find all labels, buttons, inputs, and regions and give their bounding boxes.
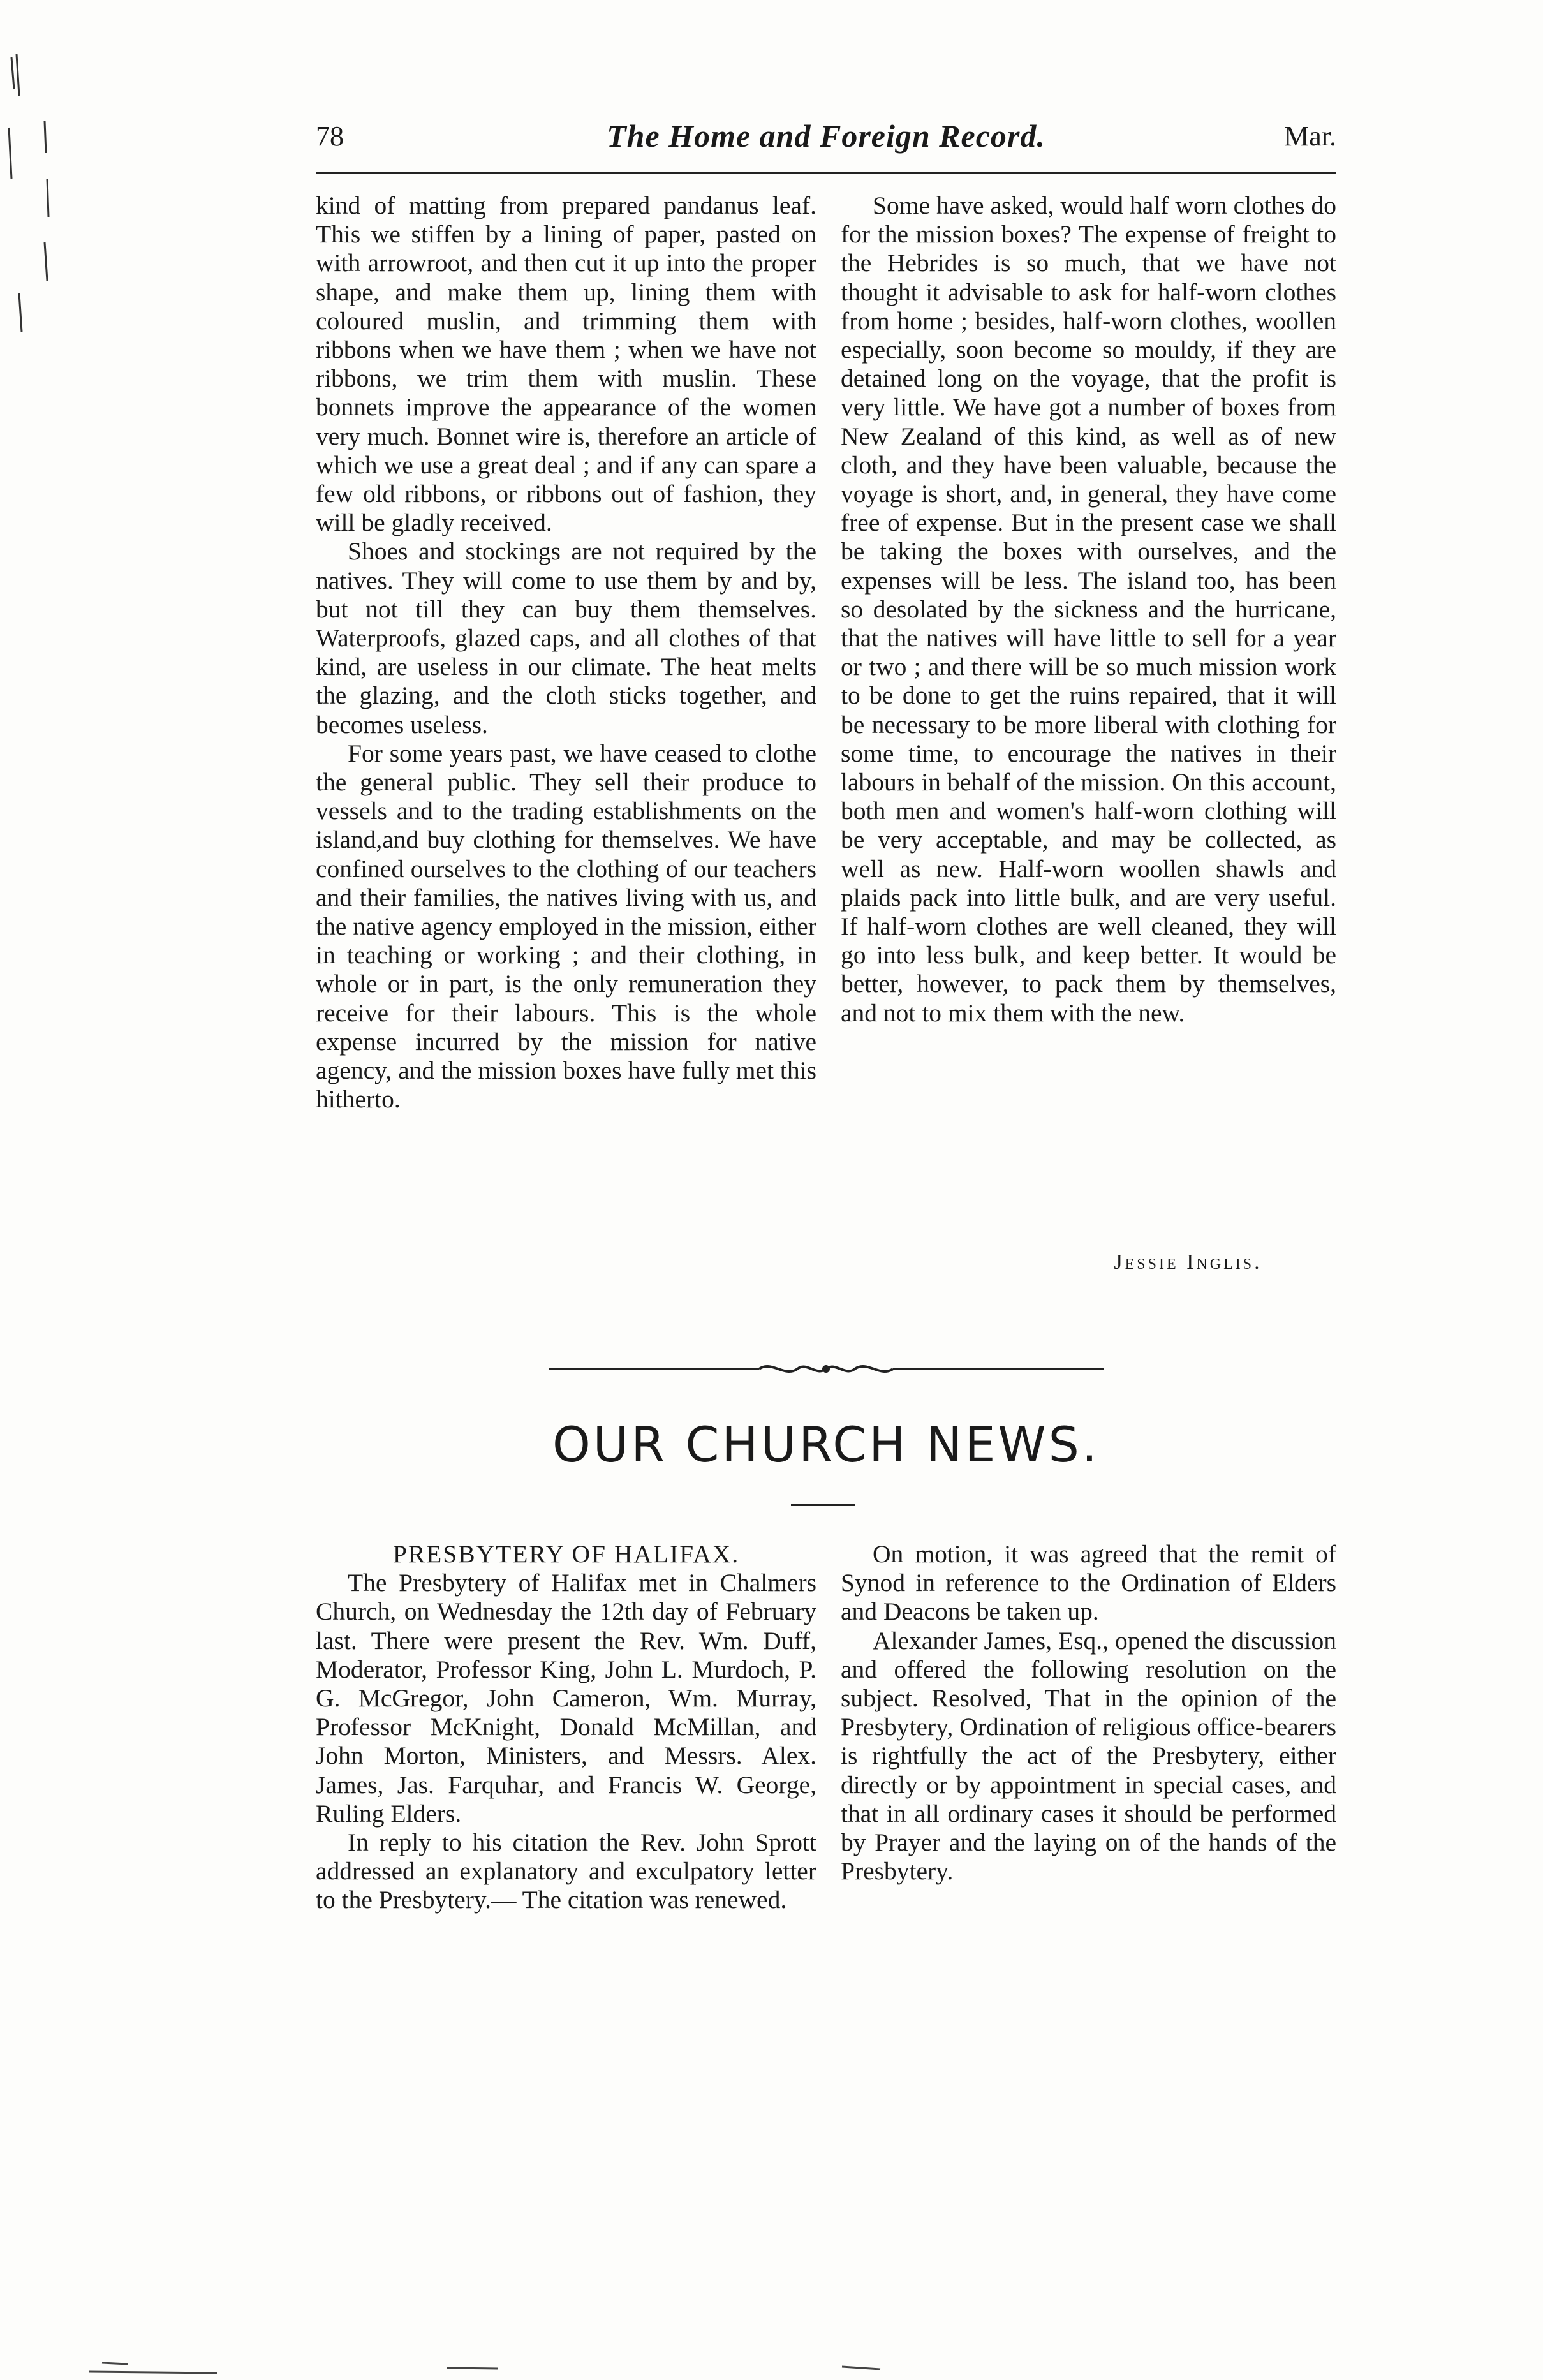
section-rule xyxy=(791,1504,855,1506)
news-paragraph: The Presbytery of Halifax met in Chalmers Church, on Wednesday the 12th day of February last. There were present the Rev. Wm. Duff, Moderator, Professor King, John L. Murdoch, P. G. McGregor, John Cameron, Wm. Murray, Professor McKnight, Donald McMillan, and John Morton, Ministers, and Messrs. Alex. James, Jas. Farquhar, and Francis W. George, Ruling Elders. xyxy=(316,1569,816,1828)
author-signature: Jessie Inglis. xyxy=(1114,1250,1262,1274)
news-paragraph: In reply to his citation the Rev. John Sprott addressed an explanatory and exculpatory letter to the Presbytery.— The citation was renewed. xyxy=(316,1828,816,1914)
header-rule xyxy=(316,172,1336,174)
journal-title: The Home and Foreign Record. xyxy=(607,118,1045,154)
article-paragraph: kind of matting from prepared pandanus leaf. This we stiffen by a lining of paper, pasted on with arrowroot, and then cut it up into the proper shape, and make them up, lining them with coloured muslin, and trimming them with ribbons when we have them ; when we have not ribbons, we trim them with muslin. These bonnets improve the appearance of the women very much. Bonnet wire is, therefore an article of which we use a great deal ; and if any can spare a few old ribbons, or ribbons out of fashion, they will be gladly received. xyxy=(316,191,816,537)
page-number: 78 xyxy=(316,121,344,152)
page-header xyxy=(316,120,1336,165)
news-paragraph: Alexander James, Esq., opened the discussion and offered the following resolution on the subject. Resolved, That in the opinion of the Presbytery, Ordination of religious office-bearers is rightfully the act of the Presbytery, either directly or by appointment in special cases, and that in all ordinary cases it should be performed by Prayer and the laying on of the hands of the Presbytery. xyxy=(841,1626,1336,1886)
news-column-right xyxy=(841,1540,1336,1886)
news-subheading: PRESBYTERY OF HALIFAX. xyxy=(392,1540,740,1568)
news-column-left xyxy=(316,1540,816,1915)
bottom-scan-marks xyxy=(89,2354,919,2380)
section-heading: OUR CHURCH NEWS. xyxy=(552,1416,1100,1473)
article-column-left xyxy=(316,191,816,1114)
article-paragraph: Shoes and stockings are not required by the natives. They will come to use them by and by, but not till they can buy them themselves. Waterproofs, glazed caps, and all clothes of that kind, are useless in our climate. The heat melts the glazing, and the cloth sticks together, and becomes useless. xyxy=(316,537,816,739)
ornamental-divider xyxy=(549,1355,1104,1383)
article-column-right xyxy=(841,191,1336,1028)
left-margin-scan-marks xyxy=(0,51,57,383)
news-paragraph: On motion, it was agreed that the remit of Synod in reference to the Ordination of Elders and Deacons be taken up. xyxy=(841,1540,1336,1626)
article-paragraph: For some years past, we have ceased to clothe the general public. They sell their produce to vessels and to the trading establishments on the island,and buy clothing for themselves. We have confined ourselves to the clothing of our teachers and their families, the natives living with us, and the native agency employed in the mission, either in teaching or working ; and their clothing, in whole or in part, is the only remuneration they receive for their labours. This is the whole expense incurred by the mission for native agency, and the mission boxes have fully met this hitherto. xyxy=(316,739,816,1114)
article-paragraph: Some have asked, would half worn clothes do for the mission boxes? The expense of freight to the Hebrides is so much, that we have not thought it advisable to ask for half-worn clothes from home ; besides, half-worn clothes, woollen especially, soon become so mouldy, if they are detained long on the voyage, that the profit is very little. We have got a number of boxes from New Zealand of this kind, as well as of new cloth, and they have been valuable, because the voyage is short, and, in general, they have come free of expense. But in the present case we shall be taking the boxes with ourselves, and the expenses will be less. The island too, has been so desolated by the sickness and the hurricane, that the natives will have little to sell for a year or two ; and there will be so much mission work to be done to get the ruins repaired, that it will be necessary to be more liberal with clothing for some time, to encourage the natives in their labours in behalf of the mission. On this account, both men and women's half-worn clothing will be very acceptable, and may be collected, as well as new. Half-worn woollen shawls and plaids pack into little bulk, and are very useful. If half-worn clothes are well cleaned, they will go into less bulk, and keep better. It would be better, however, to pack them by themselves, and not to mix them with the new. xyxy=(841,191,1336,1027)
issue-month: Mar. xyxy=(1284,121,1336,152)
